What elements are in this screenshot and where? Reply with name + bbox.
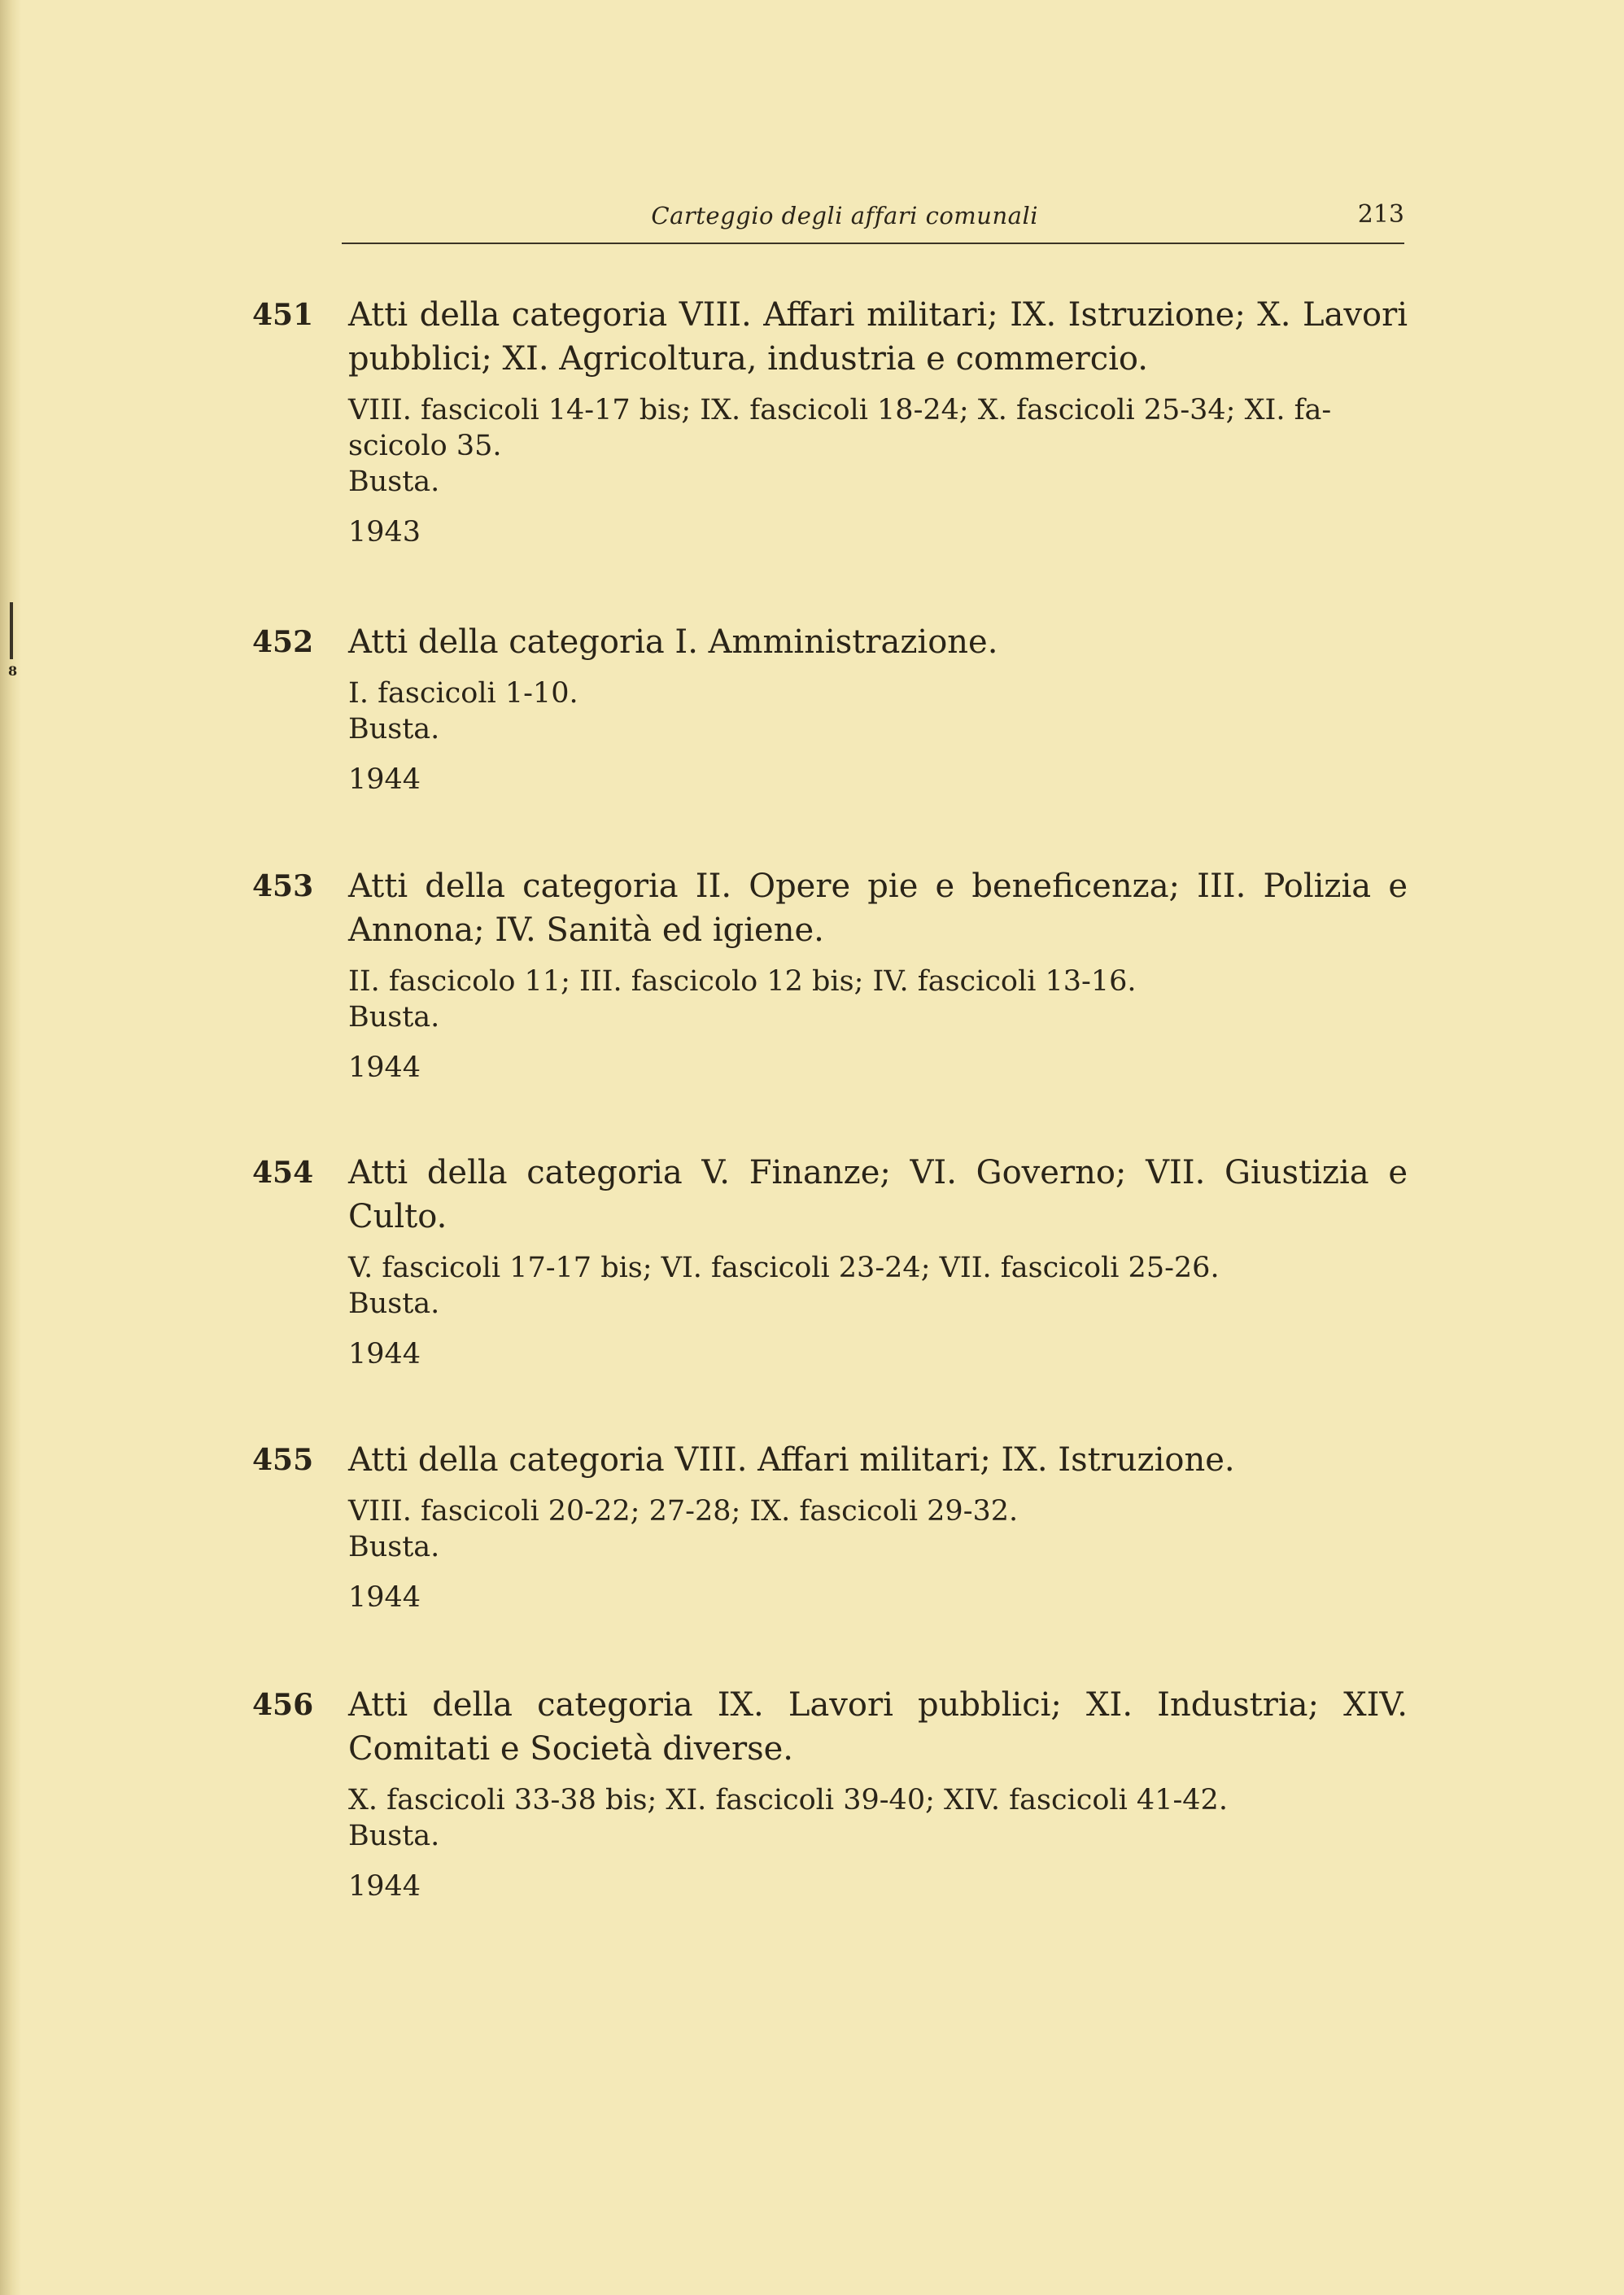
running-head <box>342 195 1404 244</box>
entry-year: 1944 <box>348 763 421 796</box>
entry-title: Atti della categoria VIII. Affari militari; IX. Istruzione. <box>348 1441 1235 1479</box>
page-edge <box>0 0 21 2295</box>
entry-title: Atti della categoria IX. Lavori pubblici; XI. Industria; XIV. Comitati e Società diverse. <box>348 1686 1408 1768</box>
entry-container: Busta. <box>348 713 440 745</box>
entry-number: 451 <box>252 298 314 332</box>
entry-number: 452 <box>252 625 314 659</box>
entry-container: Busta. <box>348 1531 440 1563</box>
entry-title: Atti della categoria V. Finanze; VI. Governo; VII. Giustizia e Culto. <box>348 1154 1408 1235</box>
entry-year: 1944 <box>348 1338 421 1370</box>
entry-container: Busta. <box>348 466 440 498</box>
entry-body <box>348 864 1408 1086</box>
running-title: Carteggio degli affari comunali <box>651 202 1038 230</box>
entry-number: 456 <box>252 1688 314 1722</box>
entry-year: 1944 <box>348 1870 421 1903</box>
entry-details: VIII. fascicoli 14-17 bis; IX. fascicoli 18-24; X. fascicoli 25-34; XI. fa-scicolo 35. <box>348 394 1332 462</box>
entry-453 <box>252 864 1408 1086</box>
entry-details: X. fascicoli 33-38 bis; XI. fascicoli 39-40; XIV. fascicoli 41-42. <box>348 1784 1228 1816</box>
entry-details: VIII. fascicoli 20-22; 27-28; IX. fascicoli 29-32. <box>348 1495 1019 1528</box>
entry-details: II. fascicolo 11; III. fascicolo 12 bis; IV. fascicoli 13-16. <box>348 965 1137 998</box>
entry-body <box>348 293 1408 550</box>
entry-body <box>348 1438 1408 1615</box>
entry-details: V. fascicoli 17-17 bis; VI. fascicoli 23-24; VII. fascicoli 25-26. <box>348 1252 1220 1284</box>
entry-container: Busta. <box>348 1820 440 1852</box>
entry-number: 455 <box>252 1443 314 1477</box>
entry-details: I. fascicoli 1-10. <box>348 677 578 710</box>
entry-container: Busta. <box>348 1001 440 1034</box>
entry-number: 453 <box>252 869 314 903</box>
entry-body <box>348 620 1408 798</box>
page-number: 213 <box>1357 200 1404 229</box>
entry-452 <box>252 620 1408 798</box>
entry-456 <box>252 1683 1408 1904</box>
entry-year: 1944 <box>348 1581 421 1614</box>
entry-year: 1944 <box>348 1051 421 1084</box>
edge-bar-mark <box>10 602 13 659</box>
entry-454 <box>252 1151 1408 1372</box>
entry-455 <box>252 1438 1408 1615</box>
entry-body <box>348 1683 1408 1904</box>
entry-container: Busta. <box>348 1287 440 1320</box>
header-rule <box>342 243 1404 244</box>
entry-title: Atti della categoria I. Amministrazione. <box>348 623 998 661</box>
entry-number: 454 <box>252 1156 314 1190</box>
entry-451 <box>252 293 1408 550</box>
entry-year: 1943 <box>348 516 421 549</box>
entry-body <box>348 1151 1408 1372</box>
entry-title: Atti della categoria VIII. Affari militari; IX. Istruzione; X. Lavori pubblici; XI. Agricoltura, industria e commercio. <box>348 296 1408 378</box>
edge-mark-label: 8 <box>8 663 18 679</box>
entry-title: Atti della categoria II. Opere pie e beneficenza; III. Polizia e Annona; IV. Sanità ed igiene. <box>348 868 1408 949</box>
